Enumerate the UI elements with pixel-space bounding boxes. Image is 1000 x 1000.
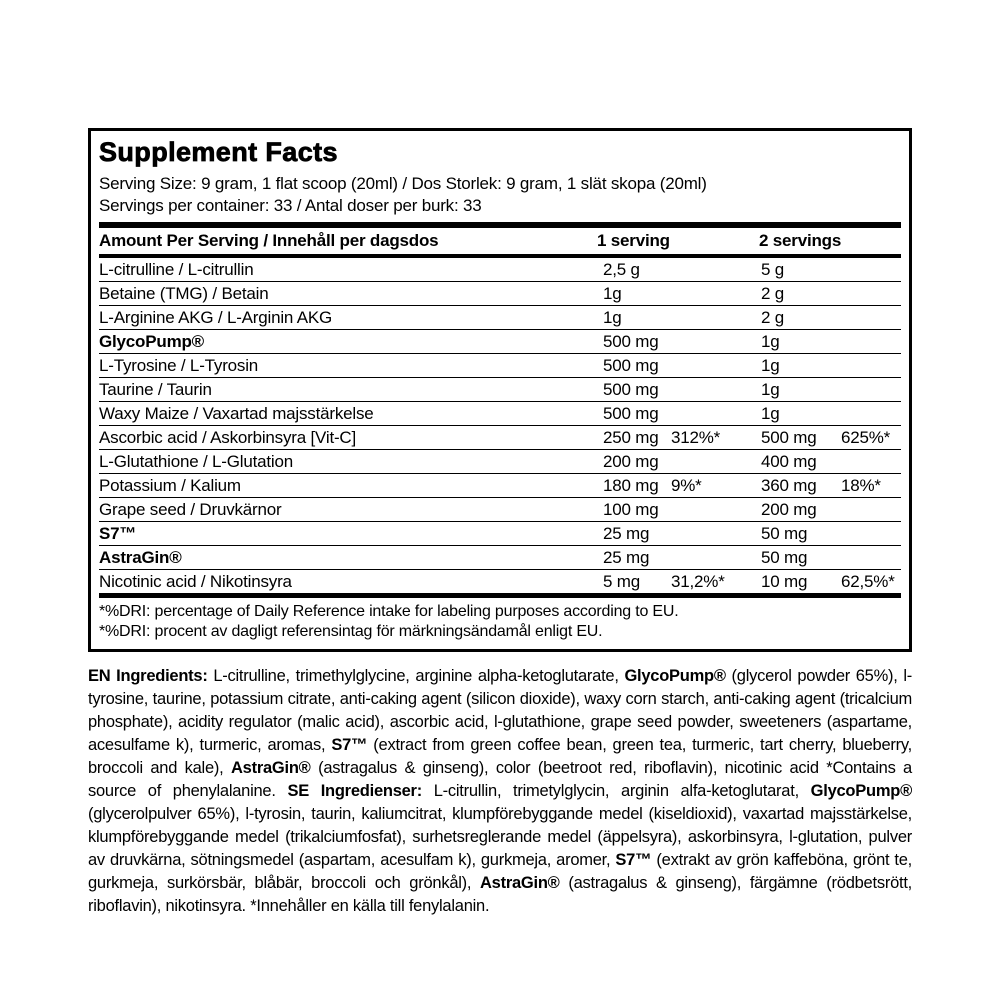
serving1-amount: 25 mg (603, 524, 650, 543)
serving2-cell (759, 477, 901, 495)
serving2-cell (759, 381, 901, 399)
footnotes (99, 598, 901, 642)
ingredients-brand-label: SE Ingredienser: (287, 782, 422, 800)
table-row (99, 377, 901, 401)
ingredient-name: Taurine / Taurin (99, 380, 212, 399)
serving1-amount: 250 mg (603, 428, 659, 447)
servings-per-container-line: Servings per container: 33 / Antal doser per burk: 33 (99, 196, 482, 215)
serving1-cell (589, 261, 759, 279)
ingredient-name: S7™ (99, 524, 137, 543)
serving1-cell (589, 357, 759, 375)
serving2-percent: 625%* (841, 428, 891, 447)
serving1-cell (589, 381, 759, 399)
ingredients-brand-label: S7™ (331, 736, 368, 754)
supplement-facts-panel (88, 128, 912, 652)
serving2-cell (759, 405, 901, 423)
table-row (99, 305, 901, 329)
table-row (99, 425, 901, 449)
serving1-amount: 5 mg (603, 572, 640, 591)
serving2-percent: 18%* (841, 476, 881, 495)
serving2-amount: 50 mg (761, 548, 808, 567)
serving1-cell (589, 285, 759, 303)
serving2-amount: 360 mg (761, 476, 817, 495)
serving2-amount: 5 g (761, 260, 785, 279)
header-2-servings: 2 servings (759, 231, 842, 250)
serving1-amount: 1g (603, 308, 622, 327)
serving2-cell (759, 429, 901, 447)
table-row (99, 401, 901, 425)
serving1-percent: 312%* (671, 428, 721, 447)
serving2-amount: 50 mg (761, 524, 808, 543)
serving1-cell (589, 549, 759, 567)
ingredient-name: L-citrulline / L-citrullin (99, 260, 254, 279)
ingredient-name: Potassium / Kalium (99, 476, 241, 495)
ingredient-name: Ascorbic acid / Askorbinsyra [Vit-C] (99, 428, 357, 447)
serving2-cell (759, 309, 901, 327)
serving1-amount: 2,5 g (603, 260, 640, 279)
serving-size-line: Serving Size: 9 gram, 1 flat scoop (20ml) / Dos Storlek: 9 gram, 1 slät skopa (20ml) (99, 174, 707, 193)
ingredients-text: L-citrullin, trimetylglycin, arginin alfa-ketoglutarat, (421, 782, 811, 800)
footnote-se: *%DRI: procent av dagligt referensintag för märkningsändamål enligt EU. (99, 623, 603, 640)
table-row (99, 449, 901, 473)
serving1-amount: 25 mg (603, 548, 650, 567)
ingredient-name: AstraGin® (99, 548, 182, 567)
ingredient-name: Grape seed / Druvkärnor (99, 500, 282, 519)
serving1-amount: 1g (603, 284, 622, 303)
ingredients-text: (astragalus & ginseng), color (beetroot red, riboflavin), nicotinic acid *Contains a source of phenylalanine. (88, 759, 912, 800)
serving1-cell (589, 429, 759, 447)
serving1-cell (589, 477, 759, 495)
ingredients-text: (extrakt av grön kaffeböna, grönt te, gurkmeja, surkörsbär, blåbär, broccoli och grönkål), (88, 851, 912, 892)
serving1-cell (589, 525, 759, 543)
serving2-cell (759, 261, 901, 279)
serving2-amount: 1g (761, 380, 780, 399)
ingredient-name: Nicotinic acid / Nikotinsyra (99, 572, 292, 591)
serving1-percent: 31,2%* (671, 572, 725, 591)
ingredients-text: (extract from green coffee bean, green tea, turmeric, tart cherry, blueberry, broccoli and kale), (88, 736, 912, 777)
table-row (99, 353, 901, 377)
serving2-cell (759, 357, 901, 375)
table-row (99, 497, 901, 521)
serving1-amount: 180 mg (603, 476, 659, 495)
serving1-percent: 9%* (671, 476, 702, 495)
serving2-cell (759, 501, 901, 519)
table-row (99, 521, 901, 545)
serving2-cell (759, 285, 901, 303)
table-row (99, 329, 901, 353)
panel-title: Supplement Facts (99, 137, 338, 167)
serving2-cell (759, 525, 901, 543)
serving1-amount: 500 mg (603, 404, 659, 423)
serving2-amount: 1g (761, 356, 780, 375)
serving2-amount: 10 mg (761, 572, 808, 591)
serving1-cell (589, 453, 759, 471)
nutrition-table-rows (99, 258, 901, 593)
ingredient-name: L-Arginine AKG / L-Arginin AKG (99, 308, 333, 327)
ingredient-name: Betaine (TMG) / Betain (99, 284, 269, 303)
ingredients-brand-label: AstraGin® (230, 759, 311, 777)
ingredients-brand-label: GlycoPump® (810, 782, 912, 800)
ingredients-paragraph (88, 665, 912, 918)
ingredient-name: GlycoPump® (99, 332, 204, 351)
serving2-cell (759, 453, 901, 471)
serving1-cell (589, 573, 759, 591)
serving2-cell (759, 333, 901, 351)
serving2-amount: 500 mg (761, 428, 817, 447)
serving1-amount: 500 mg (603, 380, 659, 399)
header-amount-per-serving: Amount Per Serving / Innehåll per dagsdos (99, 231, 439, 250)
ingredients-brand-label: EN Ingredients: (88, 667, 208, 685)
ingredient-name: Waxy Maize / Vaxartad majsstärkelse (99, 404, 374, 423)
ingredients-brand-label: S7™ (615, 851, 652, 869)
table-row (99, 258, 901, 281)
ingredient-name: L-Tyrosine / L-Tyrosin (99, 356, 259, 375)
serving1-amount: 200 mg (603, 452, 659, 471)
ingredients-brand-label: GlycoPump® (624, 667, 726, 685)
serving2-amount: 400 mg (761, 452, 817, 471)
serving2-cell (759, 549, 901, 567)
serving1-cell (589, 333, 759, 351)
table-row (99, 281, 901, 305)
table-row (99, 545, 901, 569)
footnote-en: *%DRI: percentage of Daily Reference intake for labeling purposes according to EU. (99, 603, 679, 620)
serving1-cell (589, 309, 759, 327)
serving1-amount: 500 mg (603, 332, 659, 351)
serving2-percent: 62,5%* (841, 572, 895, 591)
supplement-label (88, 128, 912, 918)
table-row (99, 473, 901, 497)
header-1-serving: 1 serving (597, 231, 670, 250)
ingredients-text: (glycerol powder 65%), l-tyrosine, taurine, potassium citrate, anti-caking agent (silicon dioxide), waxy corn starch, anti-caking agent (tricalcium phosphate), acidity regulator (malic acid), ascorbic acid, l-glutathione, grape seed powder, sweeteners (aspartame, acesulfame k), turmeric, aromas, (88, 667, 912, 754)
serving1-amount: 500 mg (603, 356, 659, 375)
ingredient-name: L-Glutathione / L-Glutation (99, 452, 293, 471)
serving1-cell (589, 405, 759, 423)
ingredients-text: L-citrulline, trimethylglycine, arginine alpha-ketoglutarate, (207, 667, 625, 685)
serving2-amount: 1g (761, 332, 780, 351)
serving2-amount: 200 mg (761, 500, 817, 519)
serving1-amount: 100 mg (603, 500, 659, 519)
serving2-cell (759, 573, 901, 591)
table-row (99, 569, 901, 593)
ingredients-text: (glycerolpulver 65%), l-tyrosin, taurin, kaliumcitrat, klumpförebyggande medel (kiseldioxid), vaxartad majsstärkelse, klumpförebyggande medel (trikalciumfosfat), surhetsreglerande medel (äppelsyra), askorbinsyra, l-glutation, pulver av druvkärna, sötningsmedel (aspartam, acesulfam k), gurkmeja, aromer, (88, 805, 912, 869)
serving2-amount: 2 g (761, 284, 785, 303)
ingredients-text: (astragalus & ginseng), färgämne (rödbetsrött, riboflavin), nikotinsyra. *Innehåller en källa till fenylalanin. (88, 874, 912, 915)
serving1-cell (589, 501, 759, 519)
ingredients-brand-label: AstraGin® (480, 874, 560, 892)
table-header (99, 228, 901, 254)
serving2-amount: 1g (761, 404, 780, 423)
serving2-amount: 2 g (761, 308, 785, 327)
